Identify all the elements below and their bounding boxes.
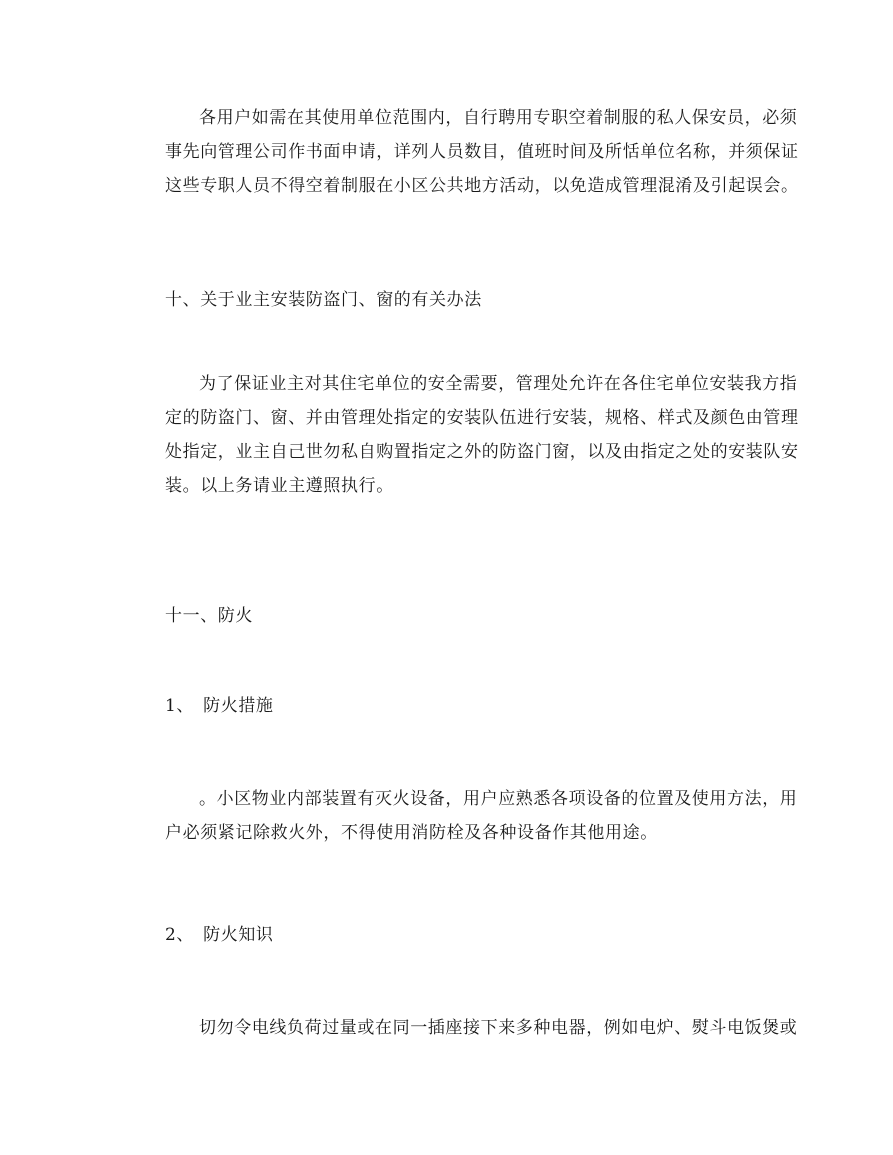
paragraph-electrical-load — [131, 1011, 798, 1045]
subsection-heading-fire-knowledge: 2、 防火知识 — [165, 925, 274, 945]
section-heading-11: 十一、防火 — [165, 606, 253, 626]
paragraph-private-guards — [131, 101, 799, 203]
text-line: 户必须紧记除救火外，不得使用消防栓及各种设备作其他用途。 — [165, 823, 658, 843]
text-line: 为了保证业主对其住宅单位的安全需要，管理处允许在各住宅单位安装我方指 — [199, 374, 798, 394]
text-line: 这些专职人员不得空着制服在小区公共地方活动，以免造成管理混淆及引起误会。 — [165, 176, 799, 196]
subsection-heading-fire-measures: 1、 防火措施 — [165, 696, 274, 716]
text-line: 事先向管理公司作书面申请，详列人员数目，值班时间及所恬单位名称，并须保证 — [165, 142, 799, 162]
text-line: 装。以上务请业主遵照执行。 — [165, 476, 394, 496]
paragraph-anti-theft-doors — [131, 367, 799, 503]
paragraph-fire-equipment — [131, 782, 798, 850]
text-line: 定的防盗门、窗、并由管理处指定的安装队伍进行安装，规格、样式及颜色由管理 — [165, 408, 799, 428]
section-heading-10: 十、关于业主安装防盗门、窗的有关办法 — [165, 290, 482, 310]
text-line: 。小区物业内部装置有灭火设备，用户应熟悉各项设备的位置及使用方法，用 — [199, 789, 798, 809]
text-line: 处指定，业主自己世勿私自购置指定之外的防盗门窗，以及由指定之处的安装队安 — [165, 442, 799, 462]
text-line: 切勿令电线负荷过量或在同一插座接下来多种电器，例如电炉、熨斗电饭煲或 — [199, 1018, 798, 1038]
text-line: 各用户如需在其使用单位范围内，自行聘用专职空着制服的私人保安员，必须 — [199, 108, 798, 128]
